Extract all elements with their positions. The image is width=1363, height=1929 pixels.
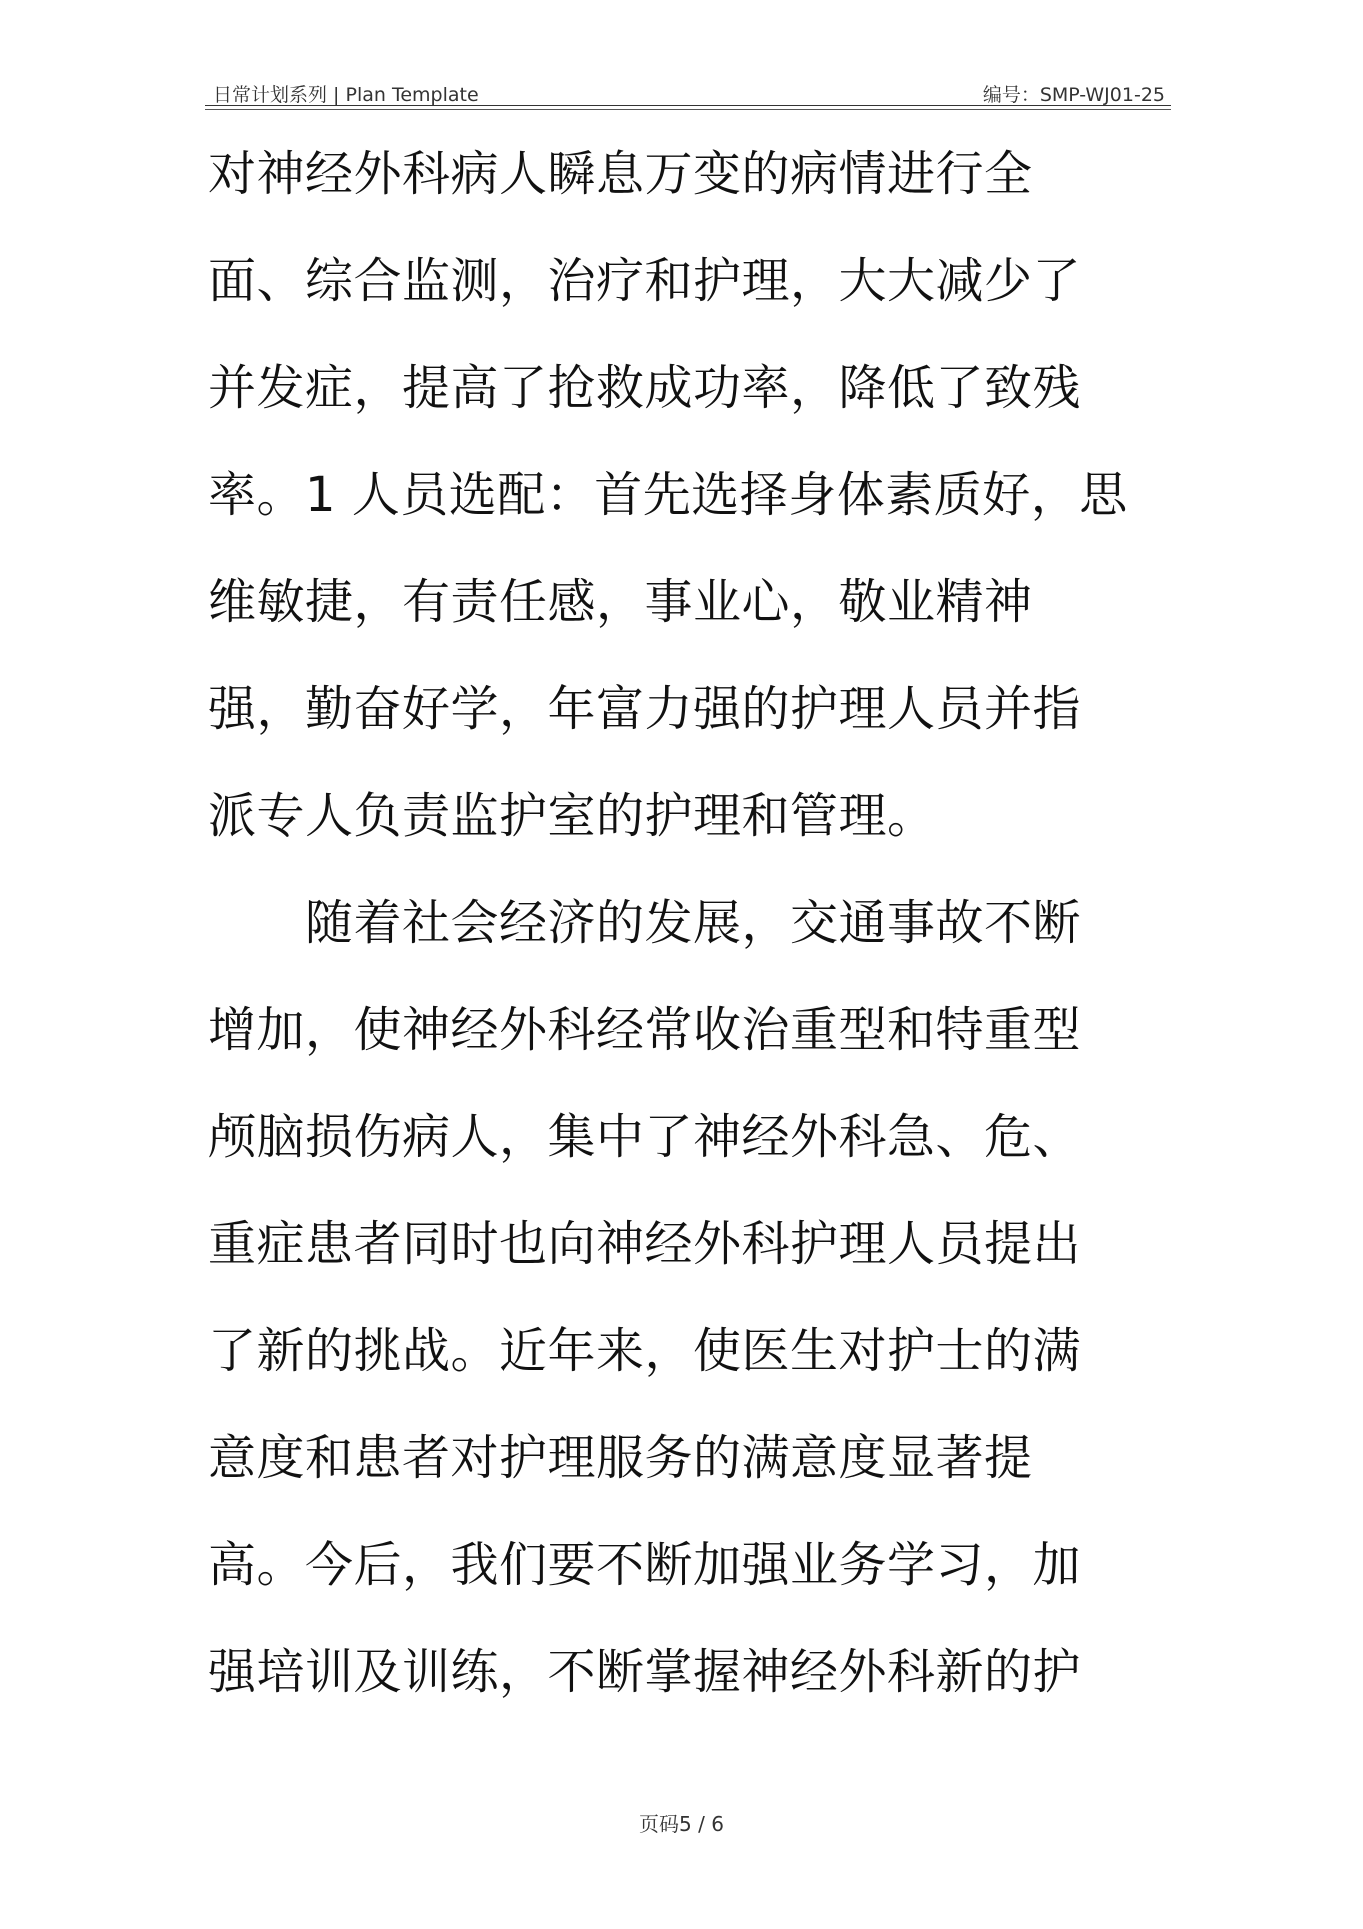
body-line: 面、综合监测，治疗和护理，大大减少了 — [208, 253, 1082, 309]
body-line: 强培训及训练，不断掌握神经外科新的护 — [208, 1644, 1082, 1700]
body-line: 增加，使神经外科经常收治重型和特重型 — [208, 1002, 1082, 1058]
document-body — [208, 136, 1168, 1741]
body-line: 并发症，提高了抢救成功率，降低了致残 — [208, 360, 1082, 416]
body-line: 对神经外科病人瞬息万变的病情进行全 — [208, 146, 1033, 202]
page-footer — [0, 1808, 1363, 1837]
body-line: 随着社会经济的发展，交通事故不断 — [208, 895, 1082, 951]
header-series-title: 日常计划系列 | Plan Template — [213, 84, 479, 106]
body-line: 重症患者同时也向神经外科护理人员提出 — [208, 1216, 1082, 1272]
body-line: 派专人负责监护室的护理和管理。 — [208, 788, 936, 844]
body-line: 意度和患者对护理服务的满意度显著提 — [208, 1430, 1033, 1486]
header-document-number: 编号：SMP-WJ01-25 — [982, 84, 1165, 106]
body-line: 颅脑损伤病人，集中了神经外科急、危、 — [208, 1109, 1082, 1165]
body-line: 了新的挑战。近年来，使医生对护士的满 — [208, 1323, 1082, 1379]
header-rule-secondary — [205, 109, 1171, 110]
body-line: 高。今后，我们要不断加强业务学习，加 — [208, 1537, 1082, 1593]
page-number: 页码5 / 6 — [639, 1812, 724, 1836]
body-line: 强，勤奋好学，年富力强的护理人员并指 — [208, 681, 1082, 737]
body-line: 维敏捷，有责任感，事业心，敬业精神 — [208, 574, 1033, 630]
page-header — [205, 78, 1171, 106]
header-rule — [205, 105, 1171, 106]
body-line: 率。1 人员选配：首先选择身体素质好，思 — [208, 467, 1128, 523]
